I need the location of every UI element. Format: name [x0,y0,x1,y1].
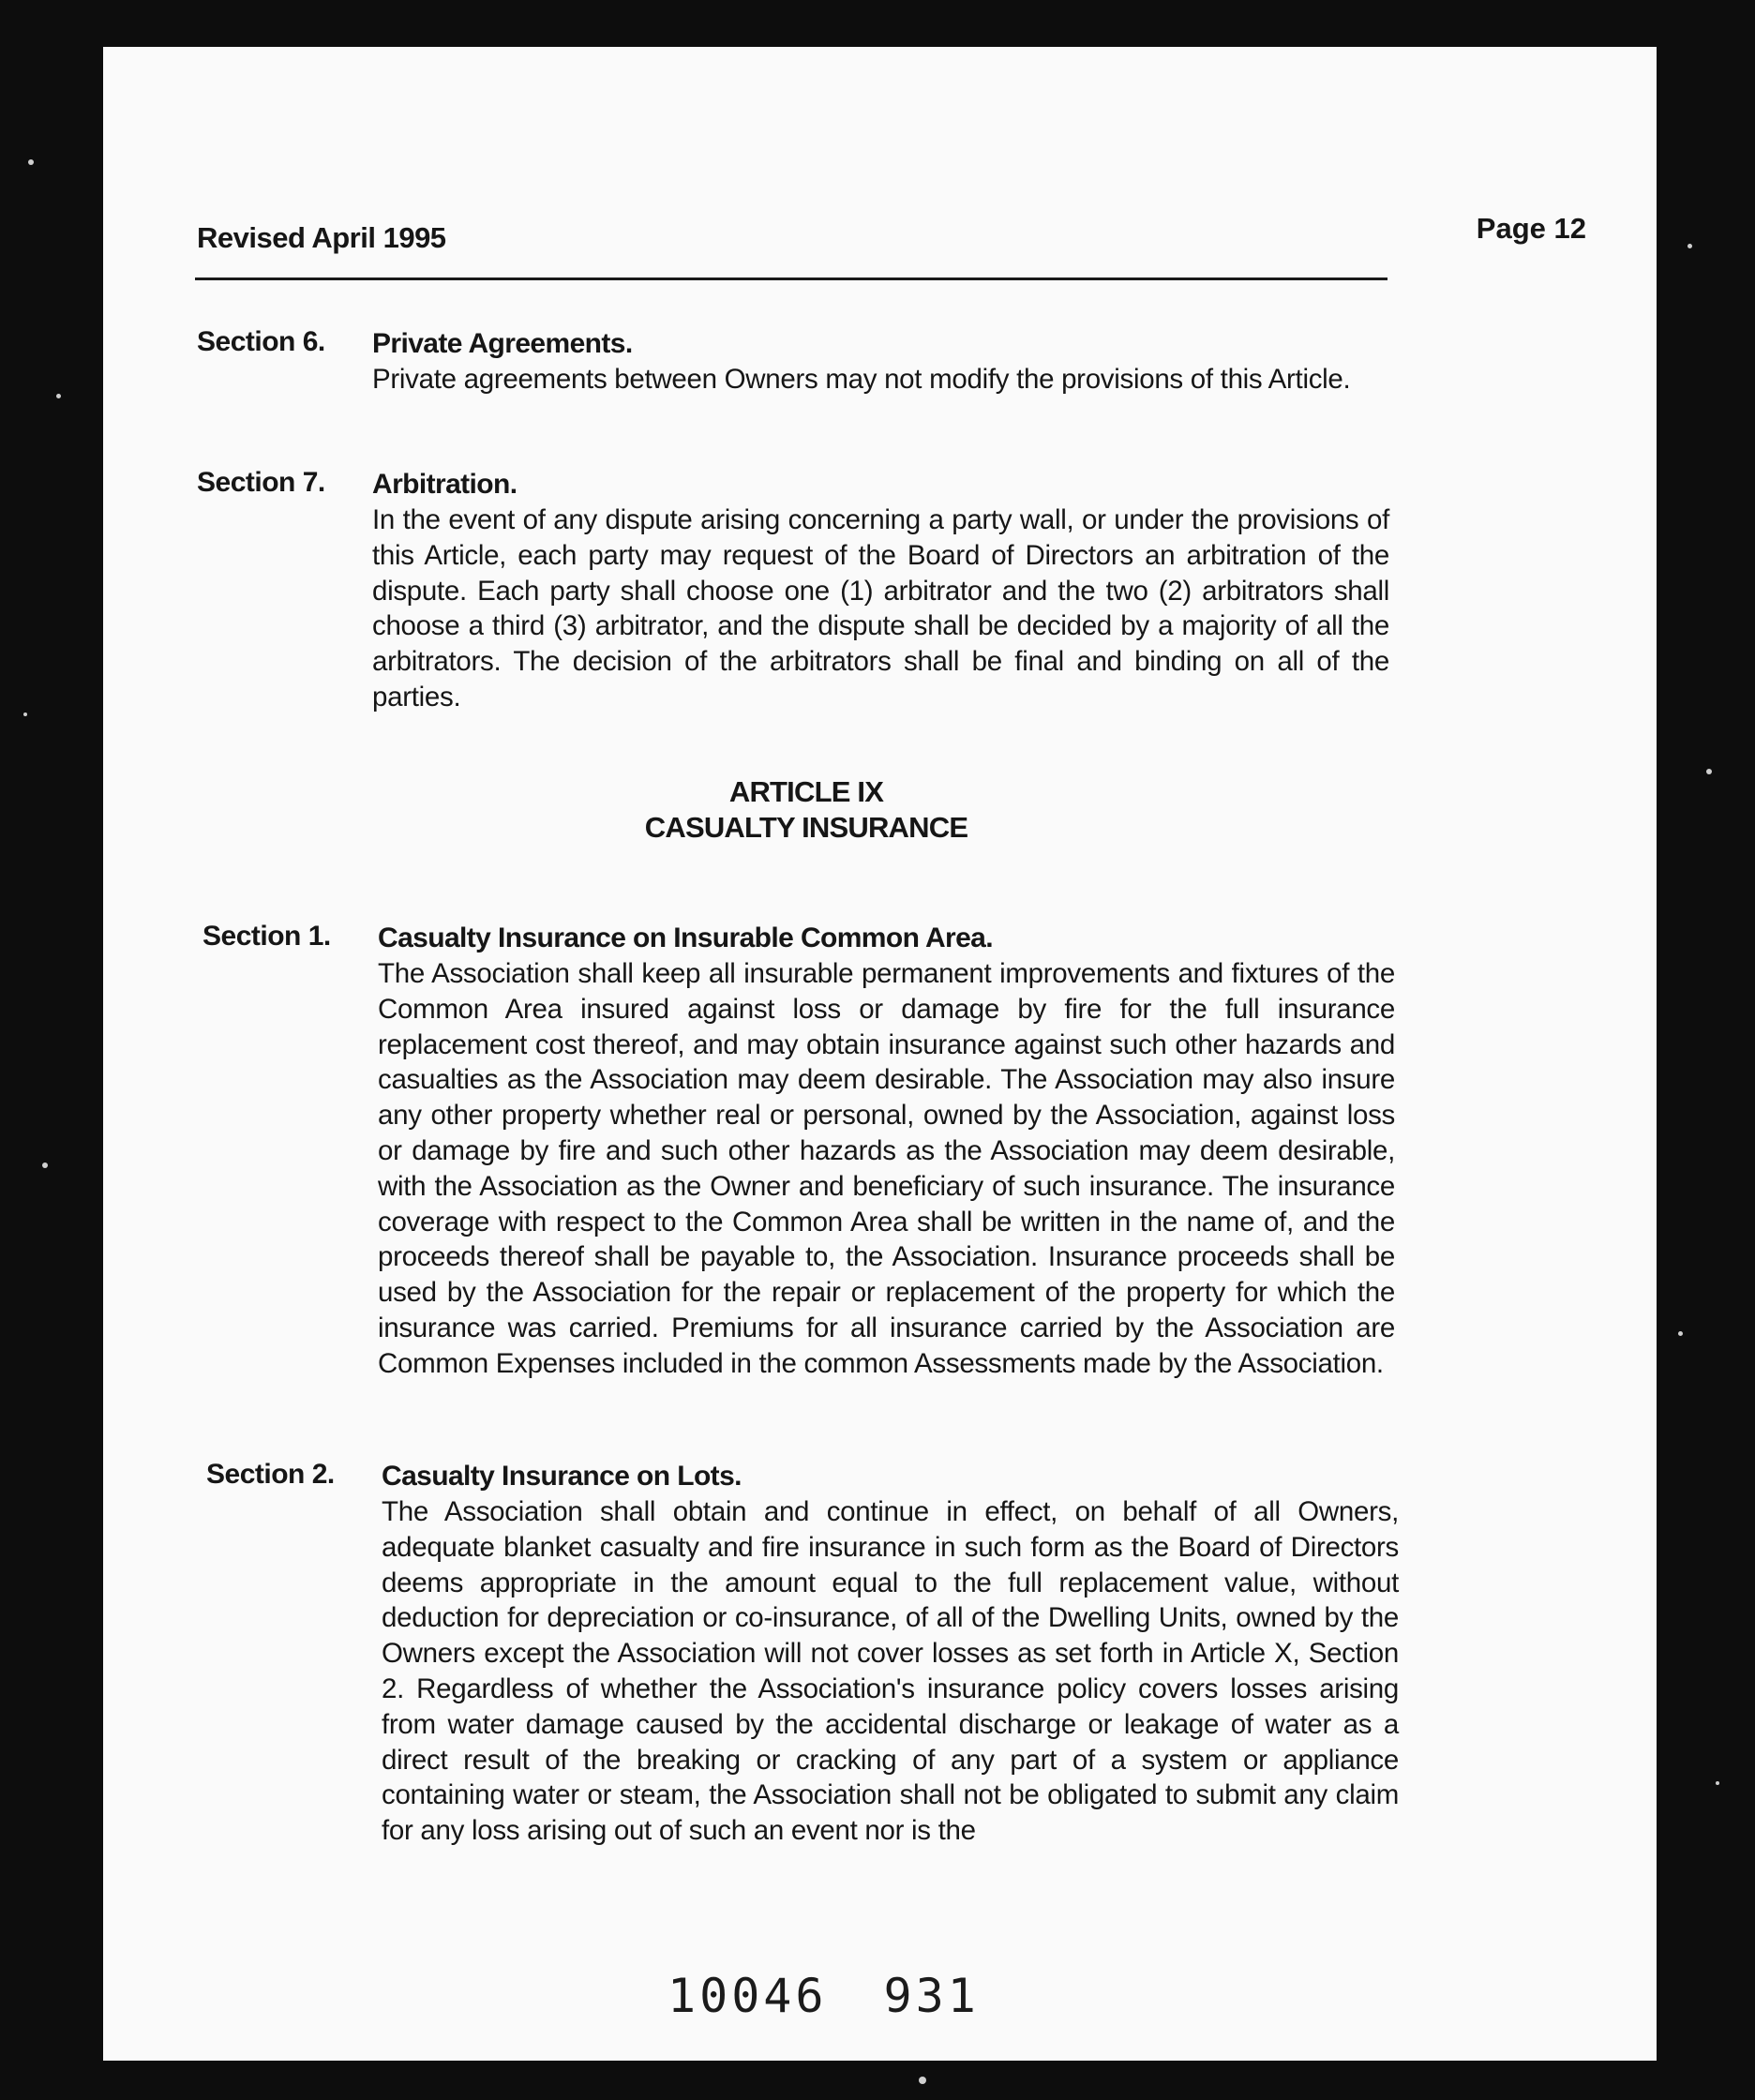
section-text: The Association shall obtain and continue in effect, on behalf of all Owners, adequate blanket casualty and fire insurance in such form as the Board of Directors deems appropriate in the amount equal to the full replacement value, without deduction for depreciation or co-insurance, of all of the Dwelling Units, owned by the Owners except the Association will not cover losses as set forth in Article X, Section 2. Regardless of whether the Association's insurance policy covers losses arising from water damage caused by the accidental discharge or leakage of water as a direct result of the breaking or cracking of any part of a system or appliance containing water or steam, the Association shall not be obligated to submit any claim for any loss arising out of such an event nor is the [382,1496,1399,1847]
scan-speck [1678,1331,1683,1336]
section-title: Private Agreements. [372,328,633,359]
section-body [372,326,1389,398]
header-rule [195,278,1388,280]
section-label: Section 6. [197,326,325,357]
section-body [382,1459,1399,1849]
book-page-number: 931 [883,1969,980,2023]
section-label: Section 7. [197,467,325,498]
scan-speck [1706,769,1712,774]
article-number: ARTICLE IX [728,775,884,808]
scan-speck [1688,244,1692,248]
revised-date: Revised April 1995 [197,221,446,254]
section-title: Casualty Insurance on Lots. [382,1461,742,1492]
scan-speck [23,712,27,716]
section-text: The Association shall keep all insurable permanent improvements and fixtures of the Common Area insured against loss or damage by fire for the full insurance replacement cost thereof, and may obtain insurance against such other hazards and casualties as the Association may deem desirable. The Association may also insure any other property whether real or personal, owned by the Association, against loss or damage by fire and such other hazards as the Association may deem desirable, with the Association as the Owner and beneficiary of such insurance. The insurance coverage with respect to the Common Area shall be written in the name of, and the proceeds thereof shall be payable to, the Association. Insurance proceeds shall be used by the Association for the repair or replacement of the property for which the insurance was carried. Premiums for all insurance carried by the Association are Common Expenses included in the common Assessments made by the Association. [378,958,1395,1379]
section-text: In the event of any dispute arising concerning a party wall, or under the provisions of this Article, each party may request of the Board of Directors an arbitration of the dispute. Each party shall choose one (1) arbitrator and the two (2) arbitrators shall choose a third (3) arbitrator, and the dispute shall be decided by a majority of all the arbitrators. The decision of the arbitrators shall be final and binding on all of the parties. [372,504,1389,712]
scan-speck [56,394,61,398]
scan-speck [1716,1781,1719,1785]
section-label: Section 2. [206,1459,335,1490]
section-body [378,921,1395,1382]
scan-speck [42,1162,48,1168]
book-number: 10046 [668,1969,828,2023]
scan-speck [28,159,34,165]
section-text: Private agreements between Owners may not modify the provisions of this Article. [372,364,1351,395]
article-heading [525,774,1088,846]
recording-number [668,1969,1036,2023]
section-body [372,467,1389,715]
section-label: Section 1. [202,921,331,952]
scan-speck [919,2077,926,2084]
page-number: Page 12 [1476,212,1586,245]
article-title: CASUALTY INSURANCE [644,811,968,844]
section-title: Casualty Insurance on Insurable Common Area. [378,922,993,953]
section-title: Arbitration. [372,469,518,500]
